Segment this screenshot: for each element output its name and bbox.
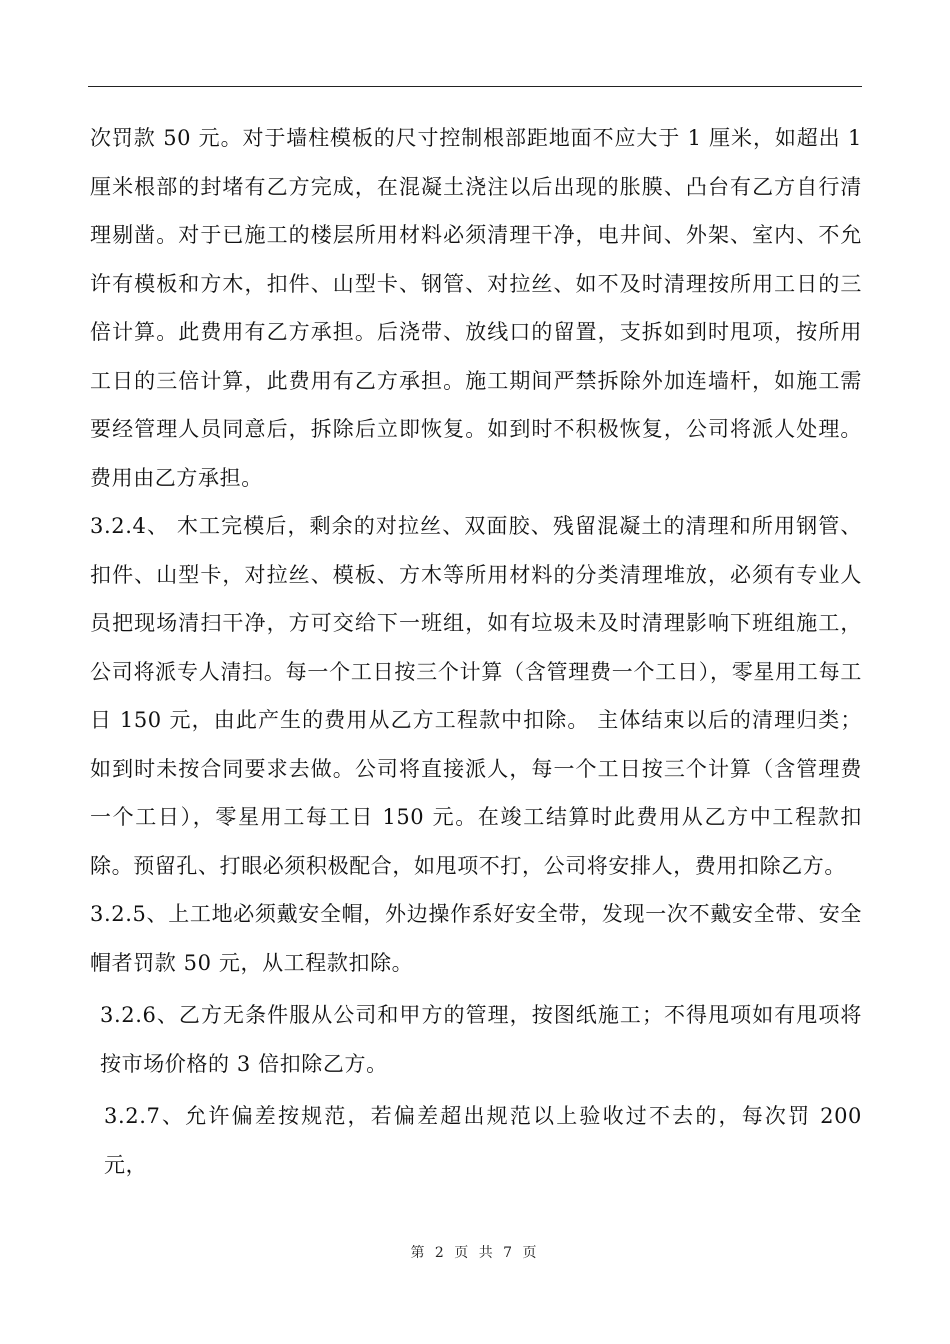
paragraph-3-2-4: 3.2.4、 木工完模后，剩余的对拉丝、双面胶、残留混凝土的清理和所用钢管、扣件、山型卡，对拉丝、模板、方木等所用材料的分类清理堆放，必须有专业人员把现场清扫干净，方可交给下一班组，如有垃圾未及时清理影响下班组施工，公司将派专人清扫。每一个工日按三个计算（含管理费一个工日），零星用工每工日 150 元，由此产生的费用从乙方工程款中扣除。 主体结束以后的清理归类；如到时未按合同要求去做。公司将直接派人，每一个工日按三个计算（含管理费一个工日），零星用工每工日 150 元。在竣工结算时此费用从乙方中工程款扣除。预留孔、打眼必须积极配合，如甩项不打，公司将安排人，费用扣除乙方。 <box>90 514 862 878</box>
paragraph-3-2-7: 3.2.7、允许偏差按规范，若偏差超出规范以上验收过不去的，每次罚 200 元， <box>104 1104 862 1177</box>
document-body <box>90 114 862 1189</box>
paragraph-continuation: 次罚款 50 元。对于墙柱模板的尺寸控制根部距地面不应大于 1 厘米，如超出 1 厘米根部的封堵有乙方完成，在混凝土浇注以后出现的胀膜、凸台有乙方自行清理剔凿。对于已施工的楼层所用材料必须清理干净，电井间、外架、室内、不允许有模板和方木，扣件、山型卡、钢管、对拉丝、如不及时清理按所用工日的三倍计算。此费用有乙方承担。后浇带、放线口的留置，支拆如到时甩项，按所用工日的三倍计算，此费用有乙方承担。施工期间严禁拆除外加连墙杆，如施工需要经管理人员同意后，拆除后立即恢复。如到时不积极恢复，公司将派人处理。费用由乙方承担。 <box>90 126 862 490</box>
paragraph-3-2-5: 3.2.5、上工地必须戴安全帽，外边操作系好安全带，发现一次不戴安全带、安全帽者罚款 50 元，从工程款扣除。 <box>90 902 862 975</box>
paragraph-3-2-6: 3.2.6、乙方无条件服从公司和甲方的管理，按图纸施工；不得甩项如有甩项将按市场价格的 3 倍扣除乙方。 <box>100 1003 862 1076</box>
page-number-footer: 第 2 页 共 7 页 <box>410 1245 540 1261</box>
header-rule <box>88 86 862 87</box>
